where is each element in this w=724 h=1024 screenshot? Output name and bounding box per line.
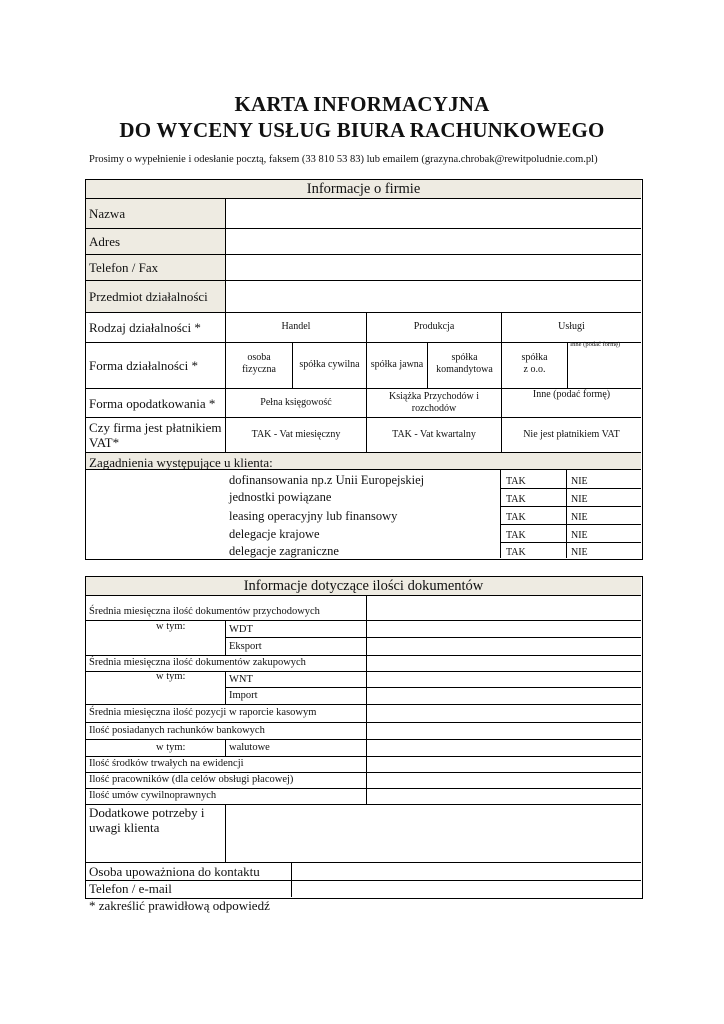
label-w-tym: w tym: bbox=[156, 621, 186, 632]
label-telefon-email: Telefon / e-mail bbox=[89, 881, 172, 896]
documents-info-header: Informacje dotyczące ilości dokumentów bbox=[86, 577, 641, 595]
issue-yes[interactable]: TAK bbox=[506, 530, 526, 541]
nazwa-field[interactable] bbox=[226, 199, 640, 227]
option-vat-kwartalny[interactable]: TAK - Vat kwartalny bbox=[392, 429, 476, 440]
label-forma-opodatkowania: Forma opodatkowania * bbox=[89, 396, 216, 411]
wdt-field[interactable] bbox=[367, 621, 640, 636]
label-w-tym: w tym: bbox=[156, 671, 186, 682]
option-spolka-jawna[interactable]: spółka jawna bbox=[370, 359, 424, 370]
option-spolka-komandytowa[interactable]: spółka komandytowa bbox=[436, 352, 493, 375]
footnote: * zakreślić prawidłową odpowiedź bbox=[89, 898, 270, 913]
option-vat-miesieczny[interactable]: TAK - Vat miesięczny bbox=[251, 429, 341, 440]
zakupowe-field[interactable] bbox=[367, 656, 640, 670]
rachunki-field[interactable] bbox=[367, 723, 640, 738]
przedmiot-field[interactable] bbox=[226, 281, 640, 311]
label-wdt: WDT bbox=[229, 624, 253, 635]
label-zagadnienia: Zagadnienia występujące u klienta: bbox=[89, 455, 273, 470]
pracownicy-field[interactable] bbox=[367, 773, 640, 787]
osoba-field[interactable] bbox=[292, 863, 640, 879]
label-osoba: Osoba upoważniona do kontaktu bbox=[89, 864, 260, 879]
issue-yes[interactable]: TAK bbox=[506, 476, 526, 487]
label-srodki: Ilość środków trwałych na ewidencji bbox=[89, 758, 244, 769]
dodatkowe-field[interactable] bbox=[226, 805, 640, 861]
label-przychodowe: Średnia miesięczna ilość dokumentów przychodowych bbox=[89, 606, 320, 617]
telefon-fax-field[interactable] bbox=[226, 255, 640, 279]
issue-no[interactable]: NIE bbox=[571, 547, 588, 558]
issue-yes[interactable]: TAK bbox=[506, 494, 526, 505]
label-import: Import bbox=[229, 690, 258, 701]
option-osoba-fizyczna[interactable]: osoba fizyczna bbox=[242, 352, 276, 375]
label-zakupowe: Średnia miesięczna ilość dokumentów zakupowych bbox=[89, 657, 306, 668]
wnt-field[interactable] bbox=[367, 672, 640, 686]
option-kpir[interactable]: Książka Przychodów i rozchodów bbox=[389, 391, 479, 414]
adres-field[interactable] bbox=[226, 229, 640, 253]
option-pelna-ksiegowosc[interactable]: Pełna księgowość bbox=[260, 397, 332, 408]
option-produkcja[interactable]: Produkcja bbox=[413, 321, 455, 332]
issue-label: dofinansowania np.z Unii Europejskiej bbox=[229, 473, 425, 487]
label-nazwa: Nazwa bbox=[89, 206, 126, 221]
label-walutowe: walutowe bbox=[229, 742, 270, 753]
issue-label: jednostki powiązane bbox=[229, 490, 332, 504]
option-handel[interactable]: Handel bbox=[281, 321, 311, 332]
option-spolka-cywilna[interactable]: spółka cywilna bbox=[299, 359, 360, 370]
label-dodatkowe-line1: Dodatkowe potrzeby i bbox=[89, 805, 205, 820]
label-eksport: Eksport bbox=[229, 641, 262, 652]
label-pracownicy: Ilość pracowników (dla celów obsługi płacowej) bbox=[89, 774, 294, 785]
umowy-field[interactable] bbox=[367, 789, 640, 803]
eksport-field[interactable] bbox=[367, 638, 640, 654]
przychodowe-field[interactable] bbox=[367, 596, 640, 619]
label-forma-dzialalnosci: Forma działalności * bbox=[89, 358, 199, 373]
issue-label: delegacje zagraniczne bbox=[229, 544, 339, 558]
label-wnt: WNT bbox=[229, 674, 253, 685]
label-dodatkowe-line2: uwagi klienta bbox=[89, 820, 160, 835]
option-spolka-zoo[interactable]: spółka z o.o. bbox=[521, 352, 548, 375]
issue-label: leasing operacyjny lub finansowy bbox=[229, 509, 398, 523]
srodki-field[interactable] bbox=[367, 757, 640, 771]
label-umowy: Ilość umów cywilnoprawnych bbox=[89, 790, 217, 801]
label-kasowe: Średnia miesięczna ilość pozycji w raporcie kasowym bbox=[89, 707, 317, 718]
issue-no[interactable]: NIE bbox=[571, 476, 588, 487]
kasowe-field[interactable] bbox=[367, 705, 640, 721]
option-nie-vat[interactable]: Nie jest płatnikiem VAT bbox=[523, 429, 620, 440]
walutowe-field[interactable] bbox=[367, 740, 640, 755]
issue-no[interactable]: NIE bbox=[571, 530, 588, 541]
label-telefon-fax: Telefon / Fax bbox=[89, 260, 159, 275]
label-vat-line2: VAT* bbox=[89, 435, 120, 450]
request-note: Prosimy o wypełnienie i odesłanie pocztą, faksem (33 810 53 83) lub emailem (grazyna.chrobak@rewitpoludnie.com.pl) bbox=[89, 154, 598, 165]
label-vat-line1: Czy firma jest płatnikiem bbox=[89, 420, 222, 435]
import-field[interactable] bbox=[367, 688, 640, 703]
option-inne-opodatkowanie[interactable]: Inne (podać formę) bbox=[532, 389, 611, 400]
label-adres: Adres bbox=[89, 234, 121, 249]
page-title: KARTA INFORMACYJNA bbox=[234, 92, 490, 116]
issue-no[interactable]: NIE bbox=[571, 494, 588, 505]
issue-yes[interactable]: TAK bbox=[506, 547, 526, 558]
issue-no[interactable]: NIE bbox=[571, 512, 588, 523]
company-info-header: Informacje o firmie bbox=[86, 180, 641, 198]
option-inne-forma[interactable]: Inne (podać formę) bbox=[570, 341, 621, 348]
label-rodzaj: Rodzaj działalności * bbox=[89, 320, 201, 335]
option-uslugi[interactable]: Usługi bbox=[558, 321, 585, 332]
issue-yes[interactable]: TAK bbox=[506, 512, 526, 523]
page-subtitle: DO WYCENY USŁUG BIURA RACHUNKOWEGO bbox=[119, 118, 605, 142]
label-w-tym: w tym: bbox=[156, 742, 186, 753]
telefon-email-field[interactable] bbox=[292, 881, 640, 896]
label-przedmiot: Przedmiot działalności bbox=[89, 289, 208, 304]
label-rachunki: Ilość posiadanych rachunków bankowych bbox=[89, 725, 265, 736]
issue-label: delegacje krajowe bbox=[229, 527, 320, 541]
